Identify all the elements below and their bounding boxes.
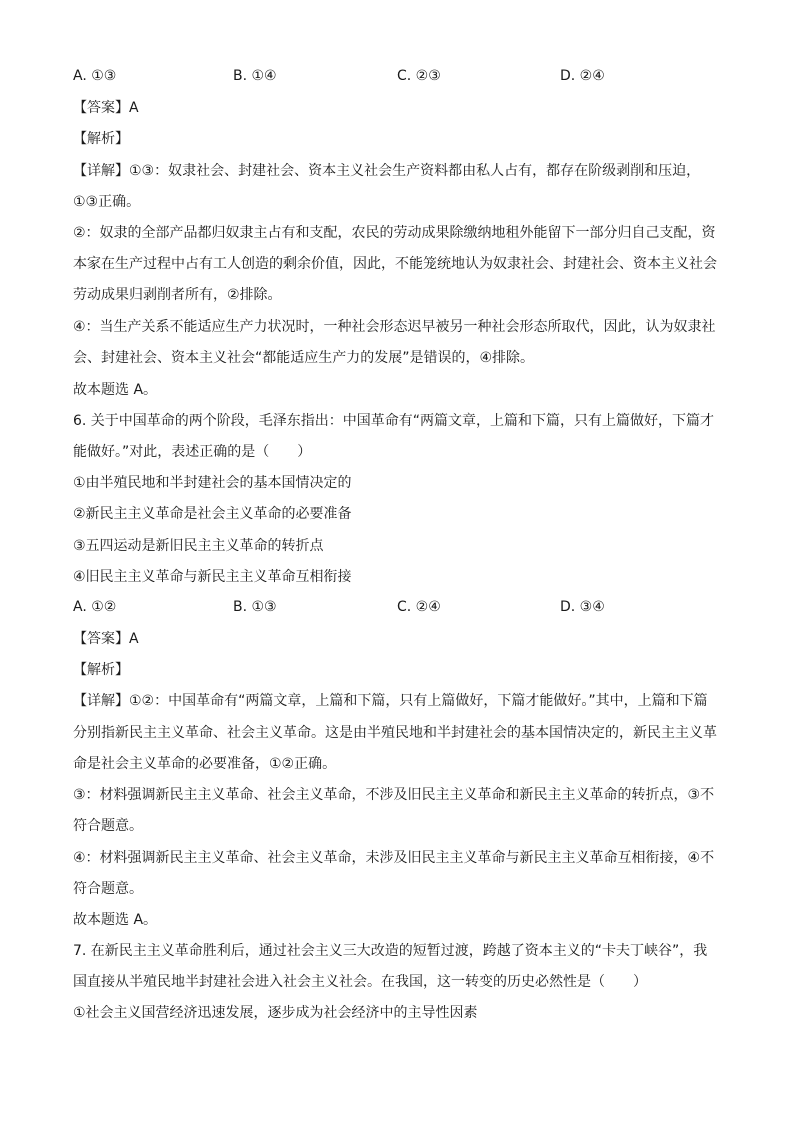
q5-conclusion: 故本题选 A。 [73, 382, 158, 398]
q7-statement: ①社会主义国营经济迅速发展，逐步成为社会经济中的主导性因素 [73, 1005, 478, 1021]
q5-detail-line: 会、封建社会、资本主义社会“都能适应生产力的发展”是错误的，④排除。 [73, 350, 535, 366]
q6-detail-line: 命是社会主义革命的必要准备，①②正确。 [73, 756, 337, 772]
q6-detail-line: ③：材料强调新民主主义革命、社会主义革命，不涉及旧民主主义革命和新民主主义革命的转折点，③不 [73, 787, 715, 803]
q5-detail-line: 【详解】①③：奴隶社会、封建社会、资本主义社会生产资料都由私人占有，都存在阶级剥削和压迫， [73, 163, 701, 179]
q5-answer: 【答案】A [73, 100, 139, 116]
q6-option-a: A. ①② [73, 599, 117, 615]
q6-detail-line: 符合题意。 [73, 881, 143, 897]
q5-option-a: A. ①③ [73, 68, 117, 84]
q6-statement: ③五四运动是新旧民主主义革命的转折点 [73, 538, 324, 554]
q6-detail-line: 符合题意。 [73, 818, 143, 834]
q6-detail-line: ④：材料强调新民主主义革命、社会主义革命，未涉及旧民主主义革命与新民主主义革命互相衔接，④不 [73, 850, 715, 866]
q5-detail-line: ①③正确。 [73, 194, 141, 210]
q7-stem-line: 国直接从半殖民地半封建社会进入社会主义社会。在我国，这一转变的历史必然性是（ ） [73, 974, 647, 990]
q5-option-c: C. ②③ [397, 68, 441, 84]
q5-option-d: D. ②④ [560, 68, 605, 84]
q5-analysis-label: 【解析】 [73, 131, 129, 147]
q6-statement: ④旧民主主义革命与新民主主义革命互相衔接 [73, 569, 352, 585]
q6-answer: 【答案】A [73, 631, 139, 647]
q6-option-c: C. ②④ [397, 599, 441, 615]
q6-stem-line: 能做好。”对此，表述正确的是（ ） [73, 444, 312, 460]
q5-option-b: B. ①④ [233, 68, 277, 84]
q6-option-d: D. ③④ [560, 599, 605, 615]
q5-detail-line: ④：当生产关系不能适应生产力状况时，一种社会形态迟早被另一种社会形态所取代，因此，认为奴隶社 [73, 319, 716, 335]
q6-conclusion: 故本题选 A。 [73, 912, 158, 928]
q6-detail-line: 【详解】①②：中国革命有“两篇文章，上篇和下篇，只有上篇做好，下篇才能做好。”其中，上篇和下篇 [73, 693, 708, 709]
q5-detail-line: 劳动成果归剥削者所有，②排除。 [73, 287, 282, 303]
q5-detail-line: 本家在生产过程中占有工人创造的剩余价值，因此，不能笼统地认为奴隶社会、封建社会、资本主义社会 [73, 256, 717, 272]
q6-analysis-label: 【解析】 [73, 662, 129, 678]
q6-statement: ①由半殖民地和半封建社会的基本国情决定的 [73, 475, 352, 491]
q6-statement: ②新民主主义革命是社会主义革命的必要准备 [73, 506, 352, 522]
q7-stem-line: 7. 在新民主主义革命胜利后，通过社会主义三大改造的短暂过渡，跨越了资本主义的“卡夫丁峡谷”，我 [73, 943, 708, 959]
q6-stem-line: 6. 关于中国革命的两个阶段，毛泽东指出：中国革命有“两篇文章，上篇和下篇，只有上篇做好，下篇才 [73, 413, 715, 429]
q6-option-b: B. ①③ [233, 599, 277, 615]
q5-detail-line: ②：奴隶的全部产品都归奴隶主占有和支配，农民的劳动成果除缴纳地租外能留下一部分归自己支配，资 [73, 225, 716, 241]
q6-detail-line: 分别指新民主主义革命、社会主义革命。这是由半殖民地和半封建社会的基本国情决定的，新民主主义革 [73, 725, 717, 741]
